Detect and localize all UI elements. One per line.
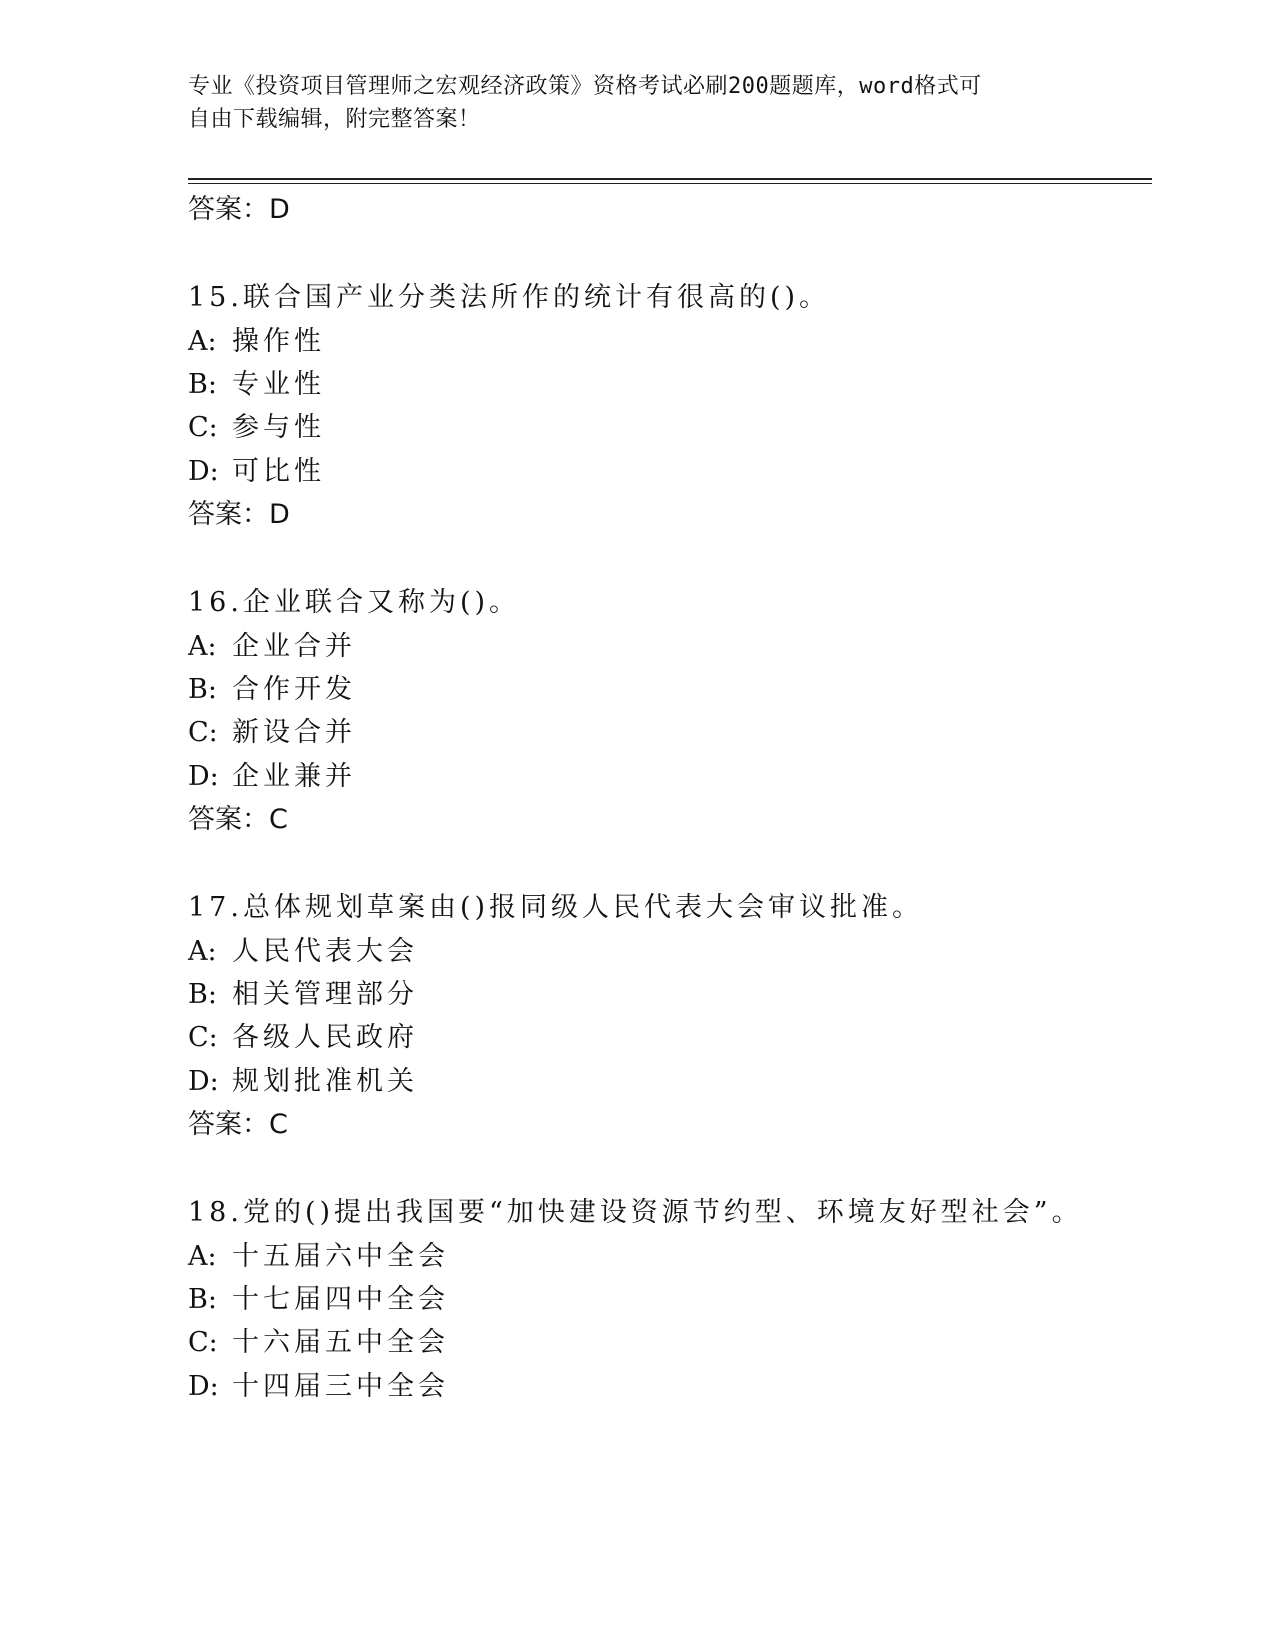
document-header [188,70,1088,136]
option-text: 十四届三中全会 [232,1371,449,1402]
question-17-stem: 17.总体规划草案由()报同级人民代表大会审议批准。 [188,892,924,923]
option-text: 各级人民政府 [232,1022,418,1053]
option-text: 可比性 [232,456,325,487]
option-text: 十五届六中全会 [232,1241,449,1272]
question-15-stem: 15.联合国产业分类法所作的统计有很高的()。 [188,282,831,313]
question-15-option-a [188,324,325,360]
header-line-1: 专业《投资项目管理师之宏观经济政策》资格考试必刷200题题库，word格式可 [188,74,982,99]
option-label: C: [188,1022,218,1053]
option-label: B: [188,979,217,1010]
option-label: B: [188,369,217,400]
question-17-option-a [188,934,418,970]
question-17-answer: 答案：C [188,1109,288,1140]
header-line-2: 自由下载编辑，附完整答案！ [188,107,481,132]
option-label: C: [188,1327,218,1358]
option-text: 合作开发 [232,674,356,705]
option-label: D: [188,1371,219,1402]
option-text: 新设合并 [232,717,356,748]
header-divider-thick [188,178,1152,180]
option-text: 企业兼并 [232,761,356,792]
question-18-option-c [188,1325,449,1361]
option-label: C: [188,412,218,443]
option-text: 十六届五中全会 [232,1327,449,1358]
option-label: B: [188,674,217,705]
question-18-option-d [188,1369,449,1405]
question-15-option-d [188,454,325,490]
question-17-option-c [188,1020,418,1056]
question-17-option-b [188,977,418,1013]
option-label: A: [188,936,217,967]
question-16-option-b [188,672,356,708]
question-16-option-a [188,629,356,665]
question-15-option-b [188,367,325,403]
question-18-option-a [188,1239,449,1275]
option-label: A: [188,631,217,662]
option-text: 专业性 [232,369,325,400]
option-label: D: [188,761,219,792]
option-text: 企业合并 [232,631,356,662]
option-text: 相关管理部分 [232,979,418,1010]
option-text: 参与性 [232,412,325,443]
question-16-option-c [188,715,356,751]
question-15-option-c [188,410,325,446]
option-label: D: [188,456,219,487]
question-16-stem: 16.企业联合又称为()。 [188,587,521,618]
header-divider-thin [188,183,1152,184]
option-text: 规划批准机关 [232,1066,418,1097]
option-label: D: [188,1066,219,1097]
question-15-answer: 答案：D [188,499,290,530]
question-16-answer: 答案：C [188,804,288,835]
previous-answer: 答案：D [188,194,290,225]
option-text: 十七届四中全会 [232,1284,449,1315]
question-16-option-d [188,759,356,795]
question-18-option-b [188,1282,449,1318]
option-label: B: [188,1284,217,1315]
option-label: A: [188,326,217,357]
question-17-option-d [188,1064,418,1100]
option-text: 操作性 [232,326,325,357]
question-18-stem: 18.党的()提出我国要“加快建设资源节约型、环境友好型社会”。 [188,1197,1083,1228]
option-label: C: [188,717,218,748]
option-label: A: [188,1241,217,1272]
option-text: 人民代表大会 [232,936,418,967]
